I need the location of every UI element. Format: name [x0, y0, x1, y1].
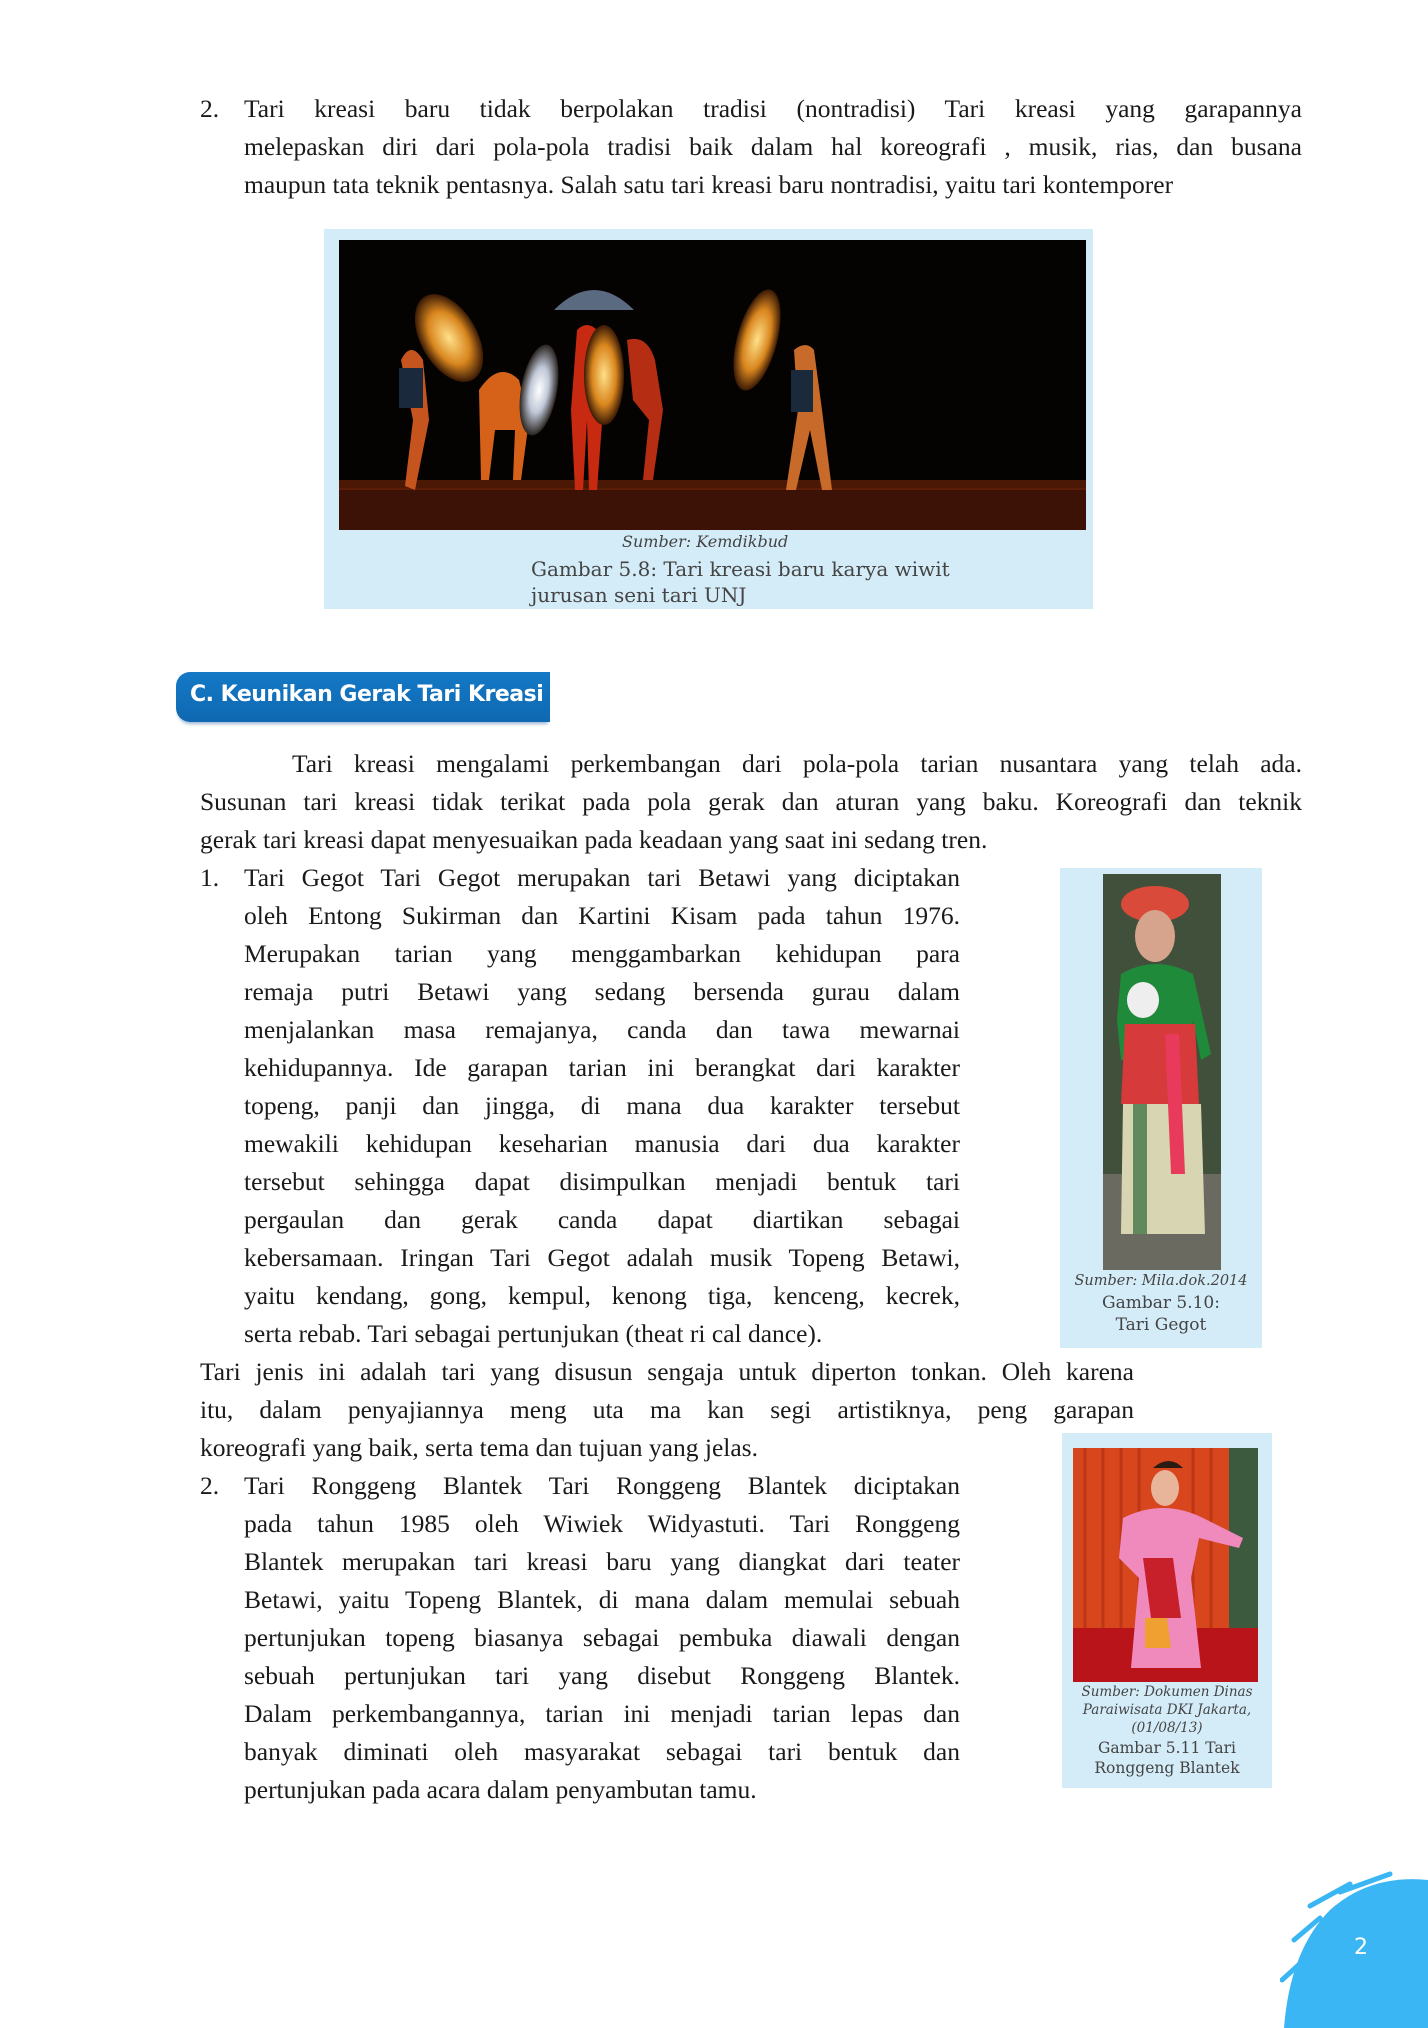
section-title: C. Keunikan Gerak Tari Kreasi	[190, 682, 544, 707]
text-line: remaja putri Betawi yang sedang bersenda gurau dalam	[244, 977, 960, 1006]
caption-line: Tari Gegot	[1115, 1315, 1207, 1335]
figure-source: Sumber: Kemdikbud	[622, 532, 789, 551]
caption-line: Gambar 5.10:	[1102, 1293, 1220, 1313]
list-number: 2.	[200, 1471, 220, 1500]
text-line: kebersamaan. Iringan Tari Gegot adalah musik Topeng Betawi,	[244, 1243, 960, 1272]
text-line: pada tahun 1985 oleh Wiwiek Widyastuti. Tari Ronggeng	[244, 1509, 960, 1538]
text-line: melepaskan diri dari pola-pola tradisi baik dalam hal koreografi , musik, rias, dan busana	[244, 132, 1302, 161]
text-line: maupun tata teknik pentasnya. Salah satu tari kreasi baru nontradisi, yaitu tari kontemporer	[244, 170, 1174, 199]
photo-ronggeng-blantek	[1073, 1448, 1258, 1682]
text-line: tersebut sehingga dapat disimpulkan menjadi bentuk tari	[244, 1167, 960, 1196]
text-line: Blantek merupakan tari kreasi baru yang diangkat dari teater	[244, 1547, 960, 1576]
figure-caption	[531, 556, 1051, 608]
caption-line: jurusan seni tari UNJ	[531, 583, 747, 607]
figure-5-10	[1060, 868, 1262, 1348]
text-line: menjalankan masa remajanya, canda dan tawa mewarnai	[244, 1015, 960, 1044]
text-line: pergaulan dan gerak canda dapat diartikan sebagai	[244, 1205, 960, 1234]
figure-source	[1062, 1683, 1272, 1737]
text-line: yaitu kendang, gong, kempul, kenong tiga, kenceng, kecrek,	[244, 1281, 960, 1310]
figure-caption	[1060, 1292, 1262, 1336]
text-line: Dalam perkembangannya, tarian ini menjadi tarian lepas dan	[244, 1699, 960, 1728]
text-line: gerak tari kreasi dapat menyesuaikan pada keadaan yang saat ini sedang tren.	[200, 825, 988, 854]
text-line: pertunjukan topeng biasanya sebagai pembuka diawali dengan	[244, 1623, 960, 1652]
text-line: serta rebab. Tari sebagai pertunjukan (theat ri cal dance).	[244, 1319, 823, 1348]
text-line: Tari Ronggeng Blantek Tari Ronggeng Blantek diciptakan	[244, 1471, 960, 1500]
text-line: Tari jenis ini adalah tari yang disusun sengaja untuk diperton tonkan. Oleh karena	[200, 1357, 1134, 1386]
text-line: Susunan tari kreasi tidak terikat pada pola gerak dan aturan yang baku. Koreografi dan teknik	[200, 787, 1302, 816]
text-line: Merupakan tarian yang menggambarkan kehidupan para	[244, 939, 960, 968]
text-line: oleh Entong Sukirman dan Kartini Kisam pada tahun 1976.	[244, 901, 960, 930]
figure-caption	[1062, 1738, 1272, 1778]
text-line: Tari kreasi mengalami perkembangan dari pola-pola tarian nusantara yang telah ada.	[292, 749, 1302, 778]
source-line: Sumber: Dokumen Dinas	[1081, 1684, 1253, 1700]
figure-5-11	[1062, 1433, 1272, 1788]
list-number: 1.	[200, 863, 220, 892]
section-header	[176, 672, 550, 722]
caption-line: Gambar 5.11 Tari	[1097, 1739, 1236, 1757]
text-line: koreografi yang baik, serta tema dan tujuan yang jelas.	[200, 1433, 758, 1462]
figure-5-8	[324, 229, 1093, 609]
text-line: Tari Gegot Tari Gegot merupakan tari Betawi yang diciptakan	[244, 863, 960, 892]
source-line: (01/08/13)	[1131, 1720, 1203, 1736]
caption-line: Gambar 5.8: Tari kreasi baru karya wiwit	[531, 557, 950, 581]
text-line: itu, dalam penyajiannya meng uta ma kan segi artistiknya, peng garapan	[200, 1395, 1134, 1424]
text-line: Tari kreasi baru tidak berpolakan tradisi (nontradisi) Tari kreasi yang garapannya	[244, 94, 1302, 123]
text-line: Betawi, yaitu Topeng Blantek, di mana dalam memulai sebuah	[244, 1585, 960, 1614]
photo-tari-gegot	[1103, 874, 1221, 1270]
figure-source: Sumber: Mila.dok.2014	[1074, 1273, 1248, 1289]
caption-line: Ronggeng Blantek	[1094, 1759, 1240, 1777]
source-line: Paraiwisata DKI Jakarta,	[1082, 1702, 1252, 1718]
list-number: 2.	[200, 94, 220, 123]
text-line: kehidupannya. Ide garapan tarian ini berangkat dari karakter	[244, 1053, 960, 1082]
photo-dancers-umbrellas	[339, 240, 1086, 530]
text-line: pertunjukan pada acara dalam penyambutan tamu.	[244, 1775, 757, 1804]
text-line: topeng, panji dan jingga, di mana dua karakter tersebut	[244, 1091, 960, 1120]
text-line: sebuah pertunjukan tari yang disebut Ronggeng Blantek.	[244, 1661, 960, 1690]
text-line: mewakili kehidupan keseharian manusia dari dua karakter	[244, 1129, 960, 1158]
text-line: banyak diminati oleh masyarakat sebagai tari bentuk dan	[244, 1737, 960, 1766]
page-number: 2	[1354, 1935, 1368, 1960]
